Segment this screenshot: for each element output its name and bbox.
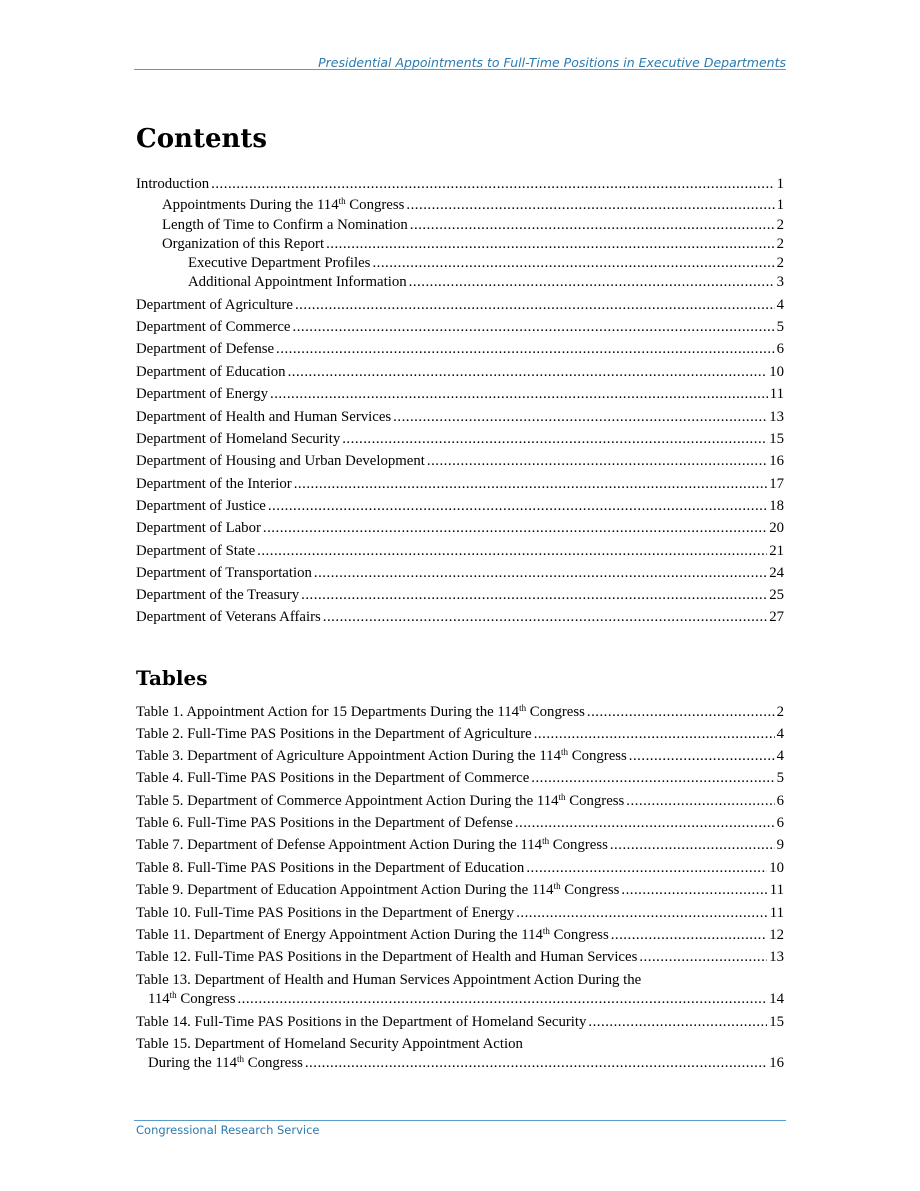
toc-entry[interactable]: Department of Homeland Security ..... 15 (136, 430, 784, 449)
table-entry[interactable]: Table 12. Full-Time PAS Positions in the Department of Health and Human Services ..... 13 (136, 948, 784, 967)
table-entry[interactable]: Table 10. Full-Time PAS Positions in the Department of Energy ..... 11 (136, 904, 784, 923)
toc-entry[interactable]: Department of the Interior ..... 17 (136, 475, 784, 494)
table-entry-line1[interactable]: Table 13. Department of Health and Human Services Appointment Action During the (136, 972, 642, 988)
toc-entry[interactable]: Department of Energy ..... 11 (136, 385, 784, 404)
table-entry[interactable]: Table 5. Department of Commerce Appointment Action During the 114th Congress ..... 6 (136, 792, 784, 811)
table-entry[interactable]: During the 114th Congress ..... 16 (148, 1054, 784, 1073)
running-footer: Congressional Research Service (136, 1123, 320, 1137)
table-entry[interactable]: Table 8. Full-Time PAS Positions in the Department of Education ..... 10 (136, 859, 784, 878)
toc-entry[interactable]: Department of Defense ..... 6 (136, 340, 784, 359)
toc-entry[interactable]: Executive Department Profiles ..... 2 (188, 254, 784, 273)
toc-entry[interactable]: Department of Transportation ..... 24 (136, 564, 784, 583)
footer-rule (134, 1120, 786, 1121)
contents-heading: Contents (136, 124, 268, 154)
table-entry[interactable]: 114th Congress ..... 14 (148, 990, 784, 1009)
toc-entry[interactable]: Department of Commerce ..... 5 (136, 318, 784, 337)
table-entry[interactable]: Table 9. Department of Education Appointment Action During the 114th Congress ..... 11 (136, 881, 784, 900)
tables-heading: Tables (136, 666, 208, 690)
toc-entry[interactable]: Department of Justice ..... 18 (136, 497, 784, 516)
toc-entry[interactable]: Introduction ..... 1 (136, 175, 784, 194)
table-entry[interactable]: Table 7. Department of Defense Appointment Action During the 114th Congress ..... 9 (136, 836, 784, 855)
toc-entry[interactable]: Department of Labor ..... 20 (136, 519, 784, 538)
toc-entry[interactable]: Department of Health and Human Services ..... 13 (136, 408, 784, 427)
table-entry[interactable]: Table 1. Appointment Action for 15 Departments During the 114th Congress ..... 2 (136, 703, 784, 722)
table-entry[interactable]: Table 14. Full-Time PAS Positions in the Department of Homeland Security ..... 15 (136, 1013, 784, 1032)
table-entry-line1[interactable]: Table 15. Department of Homeland Security Appointment Action (136, 1036, 523, 1052)
toc-entry[interactable]: Department of Education ..... 10 (136, 363, 784, 382)
toc-entry[interactable]: Appointments During the 114th Congress ..... 1 (162, 196, 784, 215)
toc-entry[interactable]: Department of Agriculture ..... 4 (136, 296, 784, 315)
toc-entry[interactable]: Department of Veterans Affairs ..... 27 (136, 608, 784, 627)
table-entry[interactable]: Table 4. Full-Time PAS Positions in the Department of Commerce ..... 5 (136, 769, 784, 788)
toc-entry[interactable]: Department of State ..... 21 (136, 542, 784, 561)
table-entry[interactable]: Table 2. Full-Time PAS Positions in the Department of Agriculture ..... 4 (136, 725, 784, 744)
toc-entry[interactable]: Department of Housing and Urban Development ..... 16 (136, 452, 784, 471)
toc-entry[interactable]: Department of the Treasury ..... 25 (136, 586, 784, 605)
toc-entry[interactable]: Additional Appointment Information ..... 3 (188, 273, 784, 292)
table-entry[interactable]: Table 6. Full-Time PAS Positions in the Department of Defense ..... 6 (136, 814, 784, 833)
running-header: Presidential Appointments to Full-Time Positions in Executive Departments (318, 55, 786, 70)
table-entry[interactable]: Table 3. Department of Agriculture Appointment Action During the 114th Congress ..... 4 (136, 747, 784, 766)
header-rule (134, 69, 786, 70)
table-entry[interactable]: Table 11. Department of Energy Appointment Action During the 114th Congress ..... 12 (136, 926, 784, 945)
toc-entry[interactable]: Organization of this Report ..... 2 (162, 235, 784, 254)
toc-entry[interactable]: Length of Time to Confirm a Nomination ..... 2 (162, 216, 784, 235)
